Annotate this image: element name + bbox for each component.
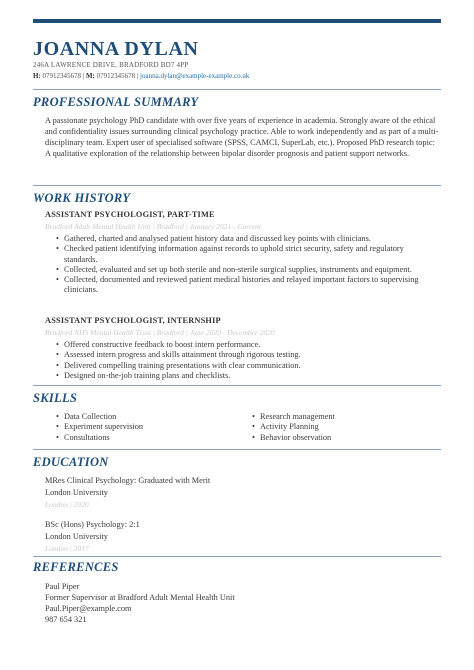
section-title-education: EDUCATION (33, 455, 109, 469)
degree: MRes Clinical Psychology: Graduated with Merit (45, 476, 211, 485)
skill-item: • Consultations (56, 433, 236, 443)
list-item: • Gathered, charted and analysed patient history data and discussed key points with clinicians. (56, 234, 436, 244)
contact-line (33, 72, 249, 80)
reference-name: Paul Piper (45, 582, 80, 591)
top-accent-rule (33, 19, 441, 23)
job-bullets (56, 234, 436, 296)
section-divider (33, 449, 441, 450)
skill-item: • Data Collection (56, 412, 236, 422)
email-link[interactable]: joanna.dylan@example-example.co.uk (140, 72, 250, 80)
skill-item: • Activity Planning (252, 422, 432, 432)
skill-item: • Experiment supervision (56, 422, 236, 432)
section-divider (33, 89, 441, 90)
school: London University (45, 488, 108, 497)
reference-role: Former Supervisor at Bradford Adult Mental Health Unit (45, 593, 235, 602)
degree: BSc (Hons) Psychology: 2:1 (45, 520, 140, 529)
section-title-work: WORK HISTORY (33, 191, 131, 205)
list-item: • Collected, evaluated and set up both sterile and non-sterile surgical supplies, instruments and equipment. (56, 265, 436, 275)
contact-separator: | (136, 72, 139, 80)
job-bullets (56, 340, 436, 381)
skill-item: • Behavior observation (252, 433, 432, 443)
section-title-skills: SKILLS (33, 391, 78, 405)
section-title-references: REFERENCES (33, 560, 119, 574)
address: 246A LAWRENCE DRIVE, BRADFORD BD7 4PP (33, 61, 189, 69)
reference-phone: 987 654 321 (45, 615, 87, 624)
section-divider (33, 185, 441, 186)
mobile-label: M: (85, 72, 95, 80)
section-title-summary: PROFESSIONAL SUMMARY (33, 95, 199, 109)
school: London University (45, 532, 108, 541)
list-item: • Designed on-the-job training plans and checklists. (56, 371, 436, 381)
home-label: H: (33, 72, 41, 80)
list-item: • Collected, documented and reviewed patient medical histories and relayed important factors to supervising clinicians. (56, 275, 436, 296)
job-title: ASSISTANT PSYCHOLOGIST, INTERNSHIP (45, 316, 221, 325)
candidate-name: JOANNA DYLAN (33, 38, 199, 60)
skill-item: • Research management (252, 412, 432, 422)
list-item: • Offered constructive feedback to boost intern performance. (56, 340, 436, 350)
job-meta: Bradford NHS Mental Health Trust | Bradford | June 2020 - December 2020 (45, 328, 275, 337)
list-item: • Delivered compelling training presentations with clear communication. (56, 361, 436, 371)
mobile-phone: 07912345678 (96, 72, 136, 80)
list-item: • Assessed intern progress and skills attainment through rigorous testing. (56, 350, 436, 360)
contact-separator: | (82, 72, 85, 80)
education-meta: London | 2020 (45, 500, 89, 509)
skills-right (252, 412, 432, 443)
skills-left (56, 412, 236, 443)
job-meta: Bradford Adult Mental Health Unit | Bradford | January 2021 - Current (45, 222, 261, 231)
home-phone: 07912345678 (42, 72, 82, 80)
section-divider (33, 385, 441, 386)
section-divider (33, 556, 441, 557)
summary-text: A passionate psychology PhD candidate with over five years of experience in academia. Strongly aware of the ethical and confidentiality issues surrounding clinical psychology practice. Able to work independently and as part of a multi-disciplinary team. Expert user of specialised software (SPSS, CAMCI, SuperLab, etc.). Proposed PhD research topic: A qualitative exploration of the relationship between bipolar disorder prognosis and patient support networks. (45, 116, 439, 158)
education-meta: London | 2017 (45, 544, 89, 553)
job-title: ASSISTANT PSYCHOLOGIST, PART-TIME (45, 210, 215, 219)
reference-email[interactable]: Paul.Piper@example.com (45, 604, 132, 613)
list-item: • Checked patient identifying information against records to uphold strict security, safety and regulatory standards. (56, 244, 436, 265)
